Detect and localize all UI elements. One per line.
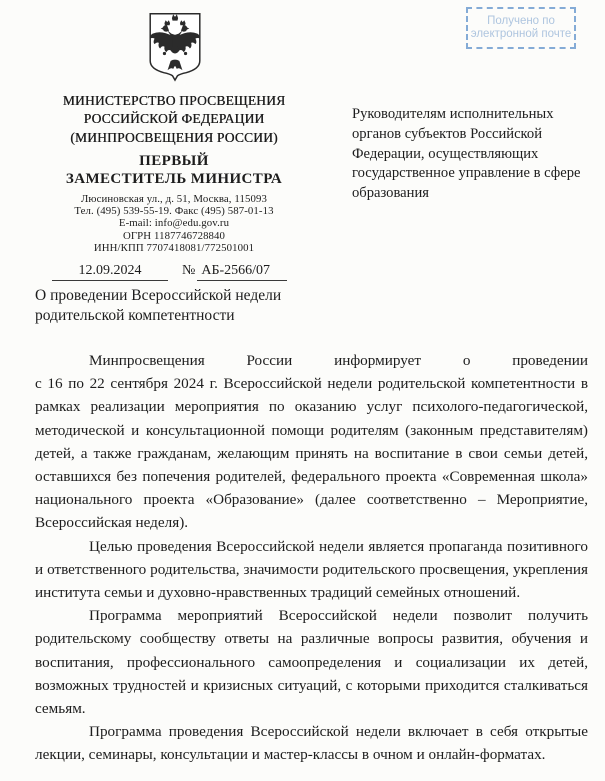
email-received-stamp <box>466 7 576 49</box>
official-title-line-1: ПЕРВЫЙ <box>139 153 209 169</box>
ministry-name-line-1: МИНИСТЕРСТВО ПРОСВЕЩЕНИЯ <box>62 93 286 108</box>
postal-address: Люсиновская ул., д. 51, Москва, 115093 <box>81 193 267 205</box>
body-paragraph-2: Целью проведения Всероссийской недели является пропаганда позитивного и ответственного родительства, значимости родительского просвещения, укрепления института семьи и духовно-нравственных традиций семейных отношений. <box>35 537 588 602</box>
letter-date: 12.09.2024 <box>52 263 168 281</box>
letter-subject: О проведении Всероссийской недели родительской компетентности <box>35 287 282 324</box>
russia-coat-of-arms-icon <box>144 11 206 86</box>
letter-number: АБ-2566/07 <box>197 263 287 281</box>
stamp-line-1: Получено по <box>487 14 555 27</box>
letter-body <box>35 349 588 767</box>
body-paragraph-1-first-line: Минпросвещения России информирует о проведении <box>89 352 588 369</box>
ministry-short-name: (МИНПРОСВЕЩЕНИЯ РОССИИ) <box>70 130 278 145</box>
official-title-line-2: ЗАМЕСТИТЕЛЬ МИНИСТРА <box>65 170 283 187</box>
body-paragraph-4: Программа проведения Всероссийской недели включает в себя открытые лекции, семинары, консультации и мастер-классы в очном и онлайн-форматах. <box>35 723 588 764</box>
ministry-name-line-2: РОССИЙСКОЙ ФЕДЕРАЦИИ <box>83 110 265 126</box>
official-title-block <box>38 153 310 188</box>
inn-kpp-number: ИНН/КПП 7707418081/772501001 <box>93 241 255 254</box>
body-paragraph-1 <box>35 349 588 535</box>
phone-fax: Тел. (495) 539-55-19. Факс (495) 587-01-13 <box>74 205 274 218</box>
addressee-block: Руководителям исполнительных органов субъектов Российской Федерации, осуществляющих государственное управление в сфере образования <box>352 106 581 202</box>
contacts-block <box>38 193 310 254</box>
ministry-name-block <box>38 92 310 147</box>
email-address: E-mail: info@edu.gov.ru <box>118 217 230 230</box>
body-paragraph-3: Программа мероприятий Всероссийской недели позволит получить родительскому сообществу ответы на различные вопросы развития, обучения и воспитания, профессионального самоопределения и социализации их детей, возможных трудностей и кризисных ситуаций, с которыми приходится сталкиваться семьям. <box>35 607 588 718</box>
body-paragraph-1-rest: с 16 по 22 сентября 2024 г. Всероссийской недели родительской компетентности в рамках реализации мероприятия по оказанию услуг психолого-педагогической, методической и консультационной помощи родителям (законным представителям) детей, а также гражданам, желающим принять на воспитание в свои семьи детей, оставшихся без попечения родителей, федерального проекта «Современная школа» национального проекта «Образование» (далее соответственно – Мероприятие, Всероссийская неделя). <box>35 375 588 532</box>
stamp-line-2: электронной почте <box>470 28 572 40</box>
reference-row <box>52 263 332 281</box>
ogrn-number: ОГРН 1187746728840 <box>122 229 226 242</box>
number-sign: № <box>182 263 196 278</box>
